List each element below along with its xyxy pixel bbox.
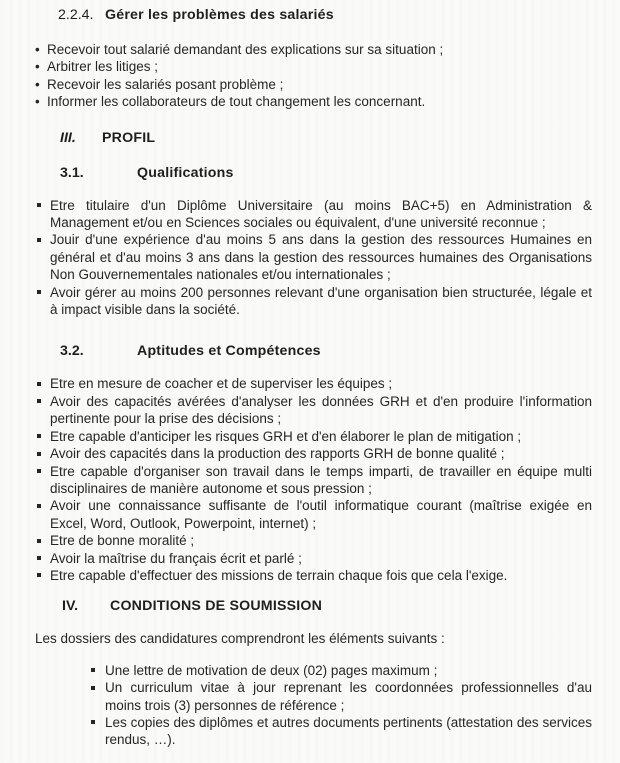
list-item: • Informer les collaborateurs de tout changement les concernant. <box>35 93 592 110</box>
list-item: • Recevoir les salariés posant problème ; <box>35 76 592 93</box>
list-item: Avoir gérer au moins 200 personnes relevant d'une organisation bien structurée, légale et à impact visible dans la société. <box>35 284 592 319</box>
section-heading-conditions-soumission <box>62 597 592 615</box>
soumission-list <box>88 662 592 749</box>
document-content <box>35 6 592 749</box>
heading-title: CONDITIONS DE SOUMISSION <box>110 598 323 615</box>
heading-title: Gérer les problèmes des salariés <box>105 7 334 23</box>
section-heading-profil <box>60 129 592 147</box>
qualifications-list <box>35 197 592 319</box>
list-item: Avoir une connaissance suffisante de l'outil informatique courant (maîtrise exigée en Excel, Word, Outlook, Powerpoint, internet) ; <box>35 497 592 532</box>
list-item: Etre titulaire d'un Diplôme Universitaire (au moins BAC+5) en Administration & Management et/ou en Sciences sociales ou équivalent, d'une université reconnue ; <box>35 197 592 232</box>
list-item: Les copies des diplômes et autres documents pertinents (attestation des services rendus, …). <box>88 714 592 749</box>
soumission-intro: Les dossiers des candidatures comprendront les éléments suivants : <box>35 631 445 647</box>
list-item: Avoir des capacités avérées d'analyser les données GRH et d'en produire l'information pertinente pour la prise des décisions ; <box>35 393 592 428</box>
list-item: Avoir des capacités dans la production des rapports GRH de bonne qualité ; <box>35 445 592 462</box>
list-item: • Arbitrer les litiges ; <box>35 58 592 75</box>
section-heading-aptitudes <box>60 342 592 360</box>
heading-title: Qualifications <box>137 164 234 181</box>
heading-title: PROFIL <box>102 129 156 146</box>
heading-number: 3.1. <box>60 164 84 181</box>
aptitudes-list <box>35 375 592 584</box>
list-item: • Recevoir tout salarié demandant des explications sur sa situation ; <box>35 41 592 58</box>
list-item: Avoir la maîtrise du français écrit et parlé ; <box>35 550 592 567</box>
heading-number: 3.2. <box>60 343 84 360</box>
list-item: Etre capable d'effectuer des missions de terrain chaque fois que cela l'exige. <box>35 567 592 584</box>
list-item: Un curriculum vitae à jour reprenant les coordonnées professionnelles d'au moins trois (3) personnes de référence ; <box>88 679 592 714</box>
heading-title: Aptitudes et Compétences <box>137 343 321 360</box>
list-item: Etre capable d'organiser son travail dans le temps imparti, de travailler en équipe multi disciplinaires de manière autonome et sous pression ; <box>35 463 592 498</box>
list-item: Etre capable d'anticiper les risques GRH et d'en élaborer le plan de mitigation ; <box>35 428 592 445</box>
problemes-list <box>35 41 592 111</box>
list-item: Etre en mesure de coacher et de superviser les équipes ; <box>35 375 592 392</box>
heading-number: 2.2.4. <box>58 7 94 23</box>
list-item: Jouir d'une expérience d'au moins 5 ans dans la gestion des ressources Humaines en général et d'au moins 3 ans dans la gestion des ressources humaines des Organisations Non Gouvernementales nationales et/ou internationales ; <box>35 231 592 283</box>
list-item: Etre de bonne moralité ; <box>35 532 592 549</box>
section-heading-gerer-problemes <box>58 6 592 24</box>
section-heading-qualifications <box>60 164 592 182</box>
heading-number: IV. <box>62 598 79 615</box>
list-item: Une lettre de motivation de deux (02) pages maximum ; <box>88 662 592 679</box>
heading-number: III. <box>60 129 76 146</box>
